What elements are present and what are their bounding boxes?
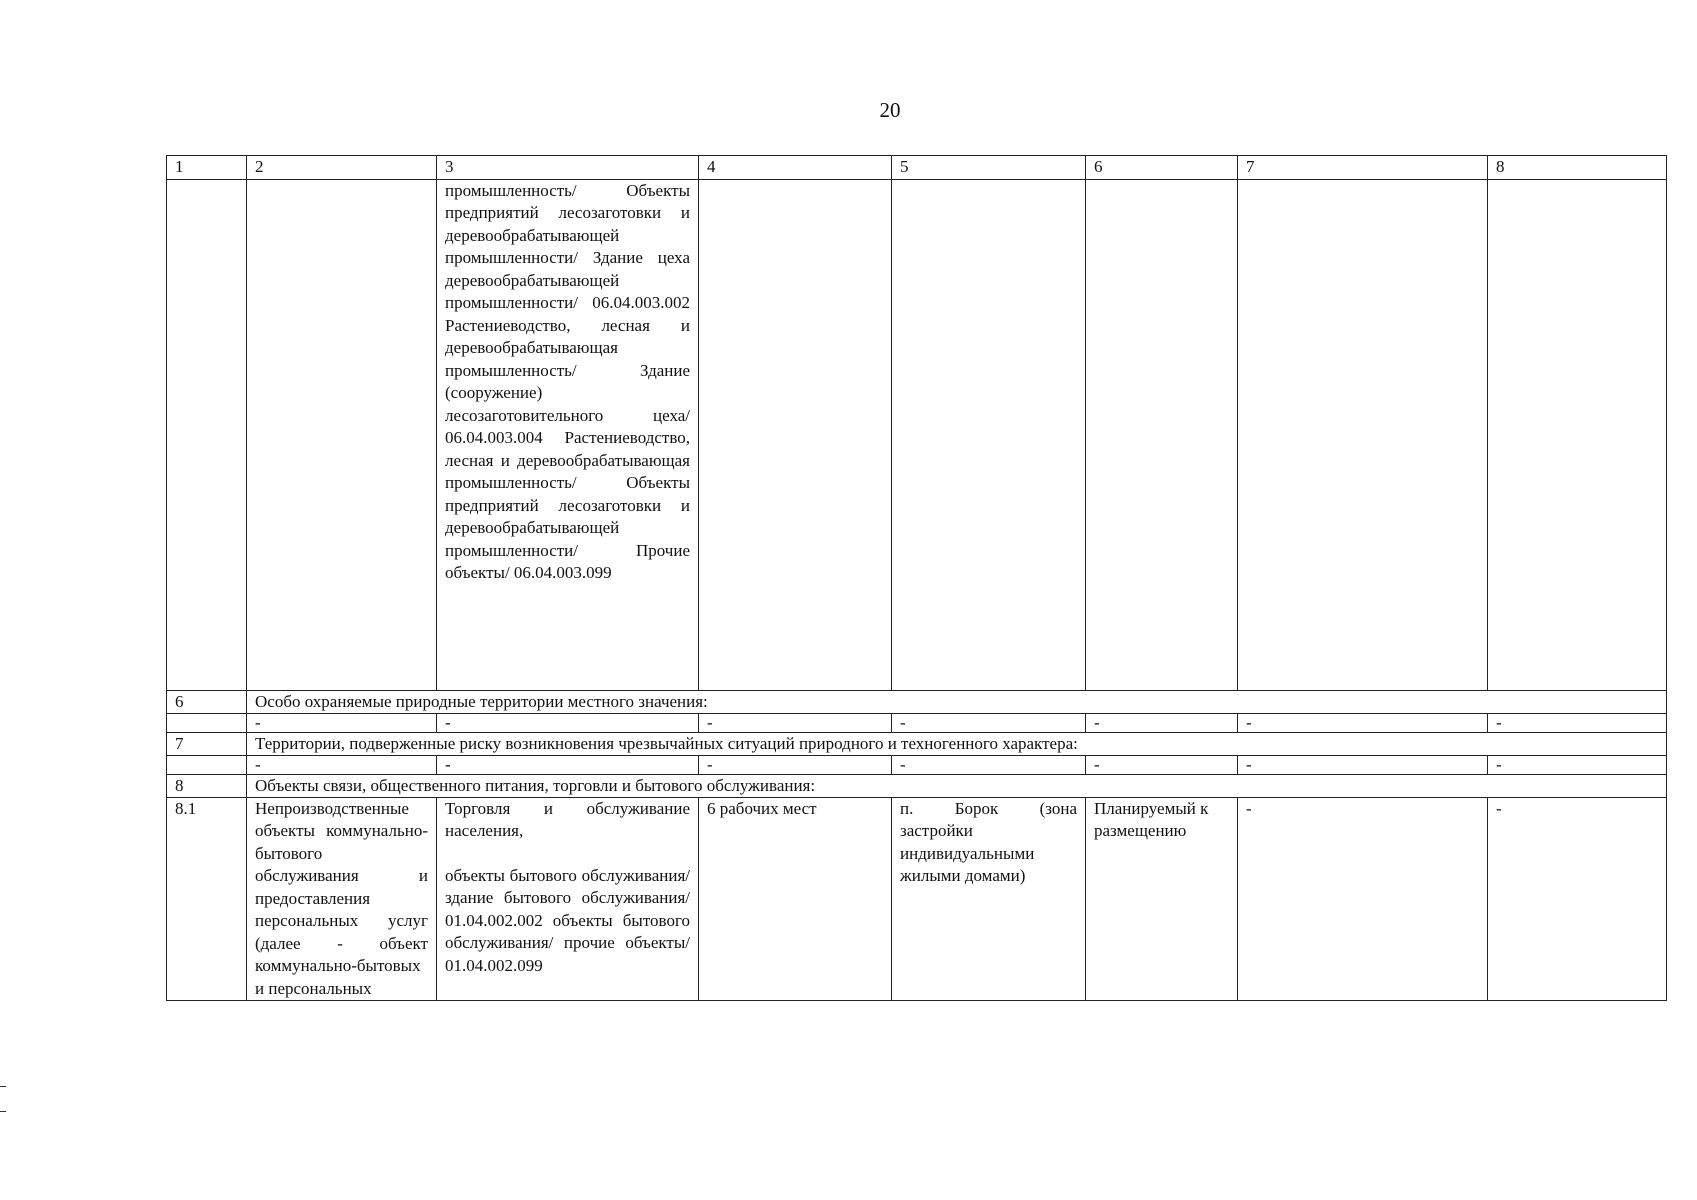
section-7-dash-2: -: [247, 755, 437, 774]
edge-mark: [0, 1111, 6, 1112]
cont-cell-7: [1238, 179, 1488, 690]
row-8-1-number: 8.1: [167, 797, 247, 1001]
cont-cell-5: [892, 179, 1086, 690]
header-cell-4: 4: [699, 156, 892, 180]
section-7-dash-4: -: [699, 755, 892, 774]
section-6-title: Особо охраняемые природные территории местного значения:: [247, 690, 1667, 713]
section-7-dash-6: -: [1086, 755, 1238, 774]
section-7-dash-empty: [167, 755, 247, 774]
section-6-row: [167, 690, 1667, 713]
row-8-1-spacer: [445, 843, 690, 865]
section-7-title: Территории, подверженные риску возникновения чрезвычайных ситуаций природного и техногенного характера:: [247, 732, 1667, 755]
header-row: [167, 156, 1667, 180]
edge-mark: [0, 1086, 6, 1087]
row-8-1: [167, 797, 1667, 1001]
section-6-dash-5: -: [892, 713, 1086, 732]
header-cell-2: 2: [247, 156, 437, 180]
row-8-1-object-name: Непроизводственные объекты коммунально-бытового обслуживания и предоставления персональных услуг (далее - объект коммунально-бытовых и персональных: [247, 797, 437, 1001]
row-8-1-col8: -: [1488, 797, 1667, 1001]
page-number: 20: [879, 98, 901, 122]
section-8-title: Объекты связи, общественного питания, торговли и бытового обслуживания:: [247, 774, 1667, 797]
section-6-dash-3: -: [437, 713, 699, 732]
section-7-dash-7: -: [1238, 755, 1488, 774]
row-8-1-type-codes: объекты бытового обслуживания/ здание бытового обслуживания/ 01.04.002.002 объекты бытового обслуживания/ прочие объекты/ 01.04.002.099: [445, 865, 690, 975]
section-8-number: 8: [167, 774, 247, 797]
section-7-dash-5: -: [892, 755, 1086, 774]
header-cell-5: 5: [892, 156, 1086, 180]
section-6-dash-empty: [167, 713, 247, 732]
header-cell-6: 6: [1086, 156, 1238, 180]
section-7-dash-row: [167, 755, 1667, 774]
section-6-number: 6: [167, 690, 247, 713]
header-cell-3: 3: [437, 156, 699, 180]
header-cell-7: 7: [1238, 156, 1488, 180]
row-8-1-purpose: Торговля и обслуживание населения,: [445, 798, 690, 840]
section-6-dash-6: -: [1086, 713, 1238, 732]
section-6-dash-8: -: [1488, 713, 1667, 732]
row-8-1-capacity: 6 рабочих мест: [699, 797, 892, 1001]
section-7-number: 7: [167, 732, 247, 755]
cont-cell-2: [247, 179, 437, 690]
header-cell-1: 1: [167, 156, 247, 180]
cont-cell-1: [167, 179, 247, 690]
cont-cell-4: [699, 179, 892, 690]
row-8-1-object-types: [437, 797, 699, 1001]
section-6-dash-row: [167, 713, 1667, 732]
cont-cell-8: [1488, 179, 1667, 690]
row-8-1-col7: -: [1238, 797, 1488, 1001]
section-8-row: [167, 774, 1667, 797]
section-6-dash-4: -: [699, 713, 892, 732]
section-6-dash-2: -: [247, 713, 437, 732]
header-cell-8: 8: [1488, 156, 1667, 180]
cont-cell-3-object-types: промышленность/ Объекты предприятий лесозаготовки и деревообрабатывающей промышленности/ Здание цеха деревообрабатывающей промышленности/ 06.04.003.002 Растениеводство, лесная и деревообрабатывающая промышленность/ Здание (сооружение) лесозаготовительного цеха/ 06.04.003.004 Растениеводство, лесная и деревообрабатывающая промышленность/ Объекты предприятий лесозаготовки и деревообрабатывающей промышленности/ Прочие объекты/ 06.04.003.099: [437, 179, 699, 690]
row-8-1-status: Планируемый к размещению: [1086, 797, 1238, 1001]
cont-cell-6: [1086, 179, 1238, 690]
planning-table: [166, 155, 1667, 1001]
continuation-row: [167, 179, 1667, 690]
section-7-dash-3: -: [437, 755, 699, 774]
row-8-1-location: п. Борок (зона застройки индивидуальными жилыми домами): [892, 797, 1086, 1001]
section-7-dash-8: -: [1488, 755, 1667, 774]
section-6-dash-7: -: [1238, 713, 1488, 732]
section-7-row: [167, 732, 1667, 755]
